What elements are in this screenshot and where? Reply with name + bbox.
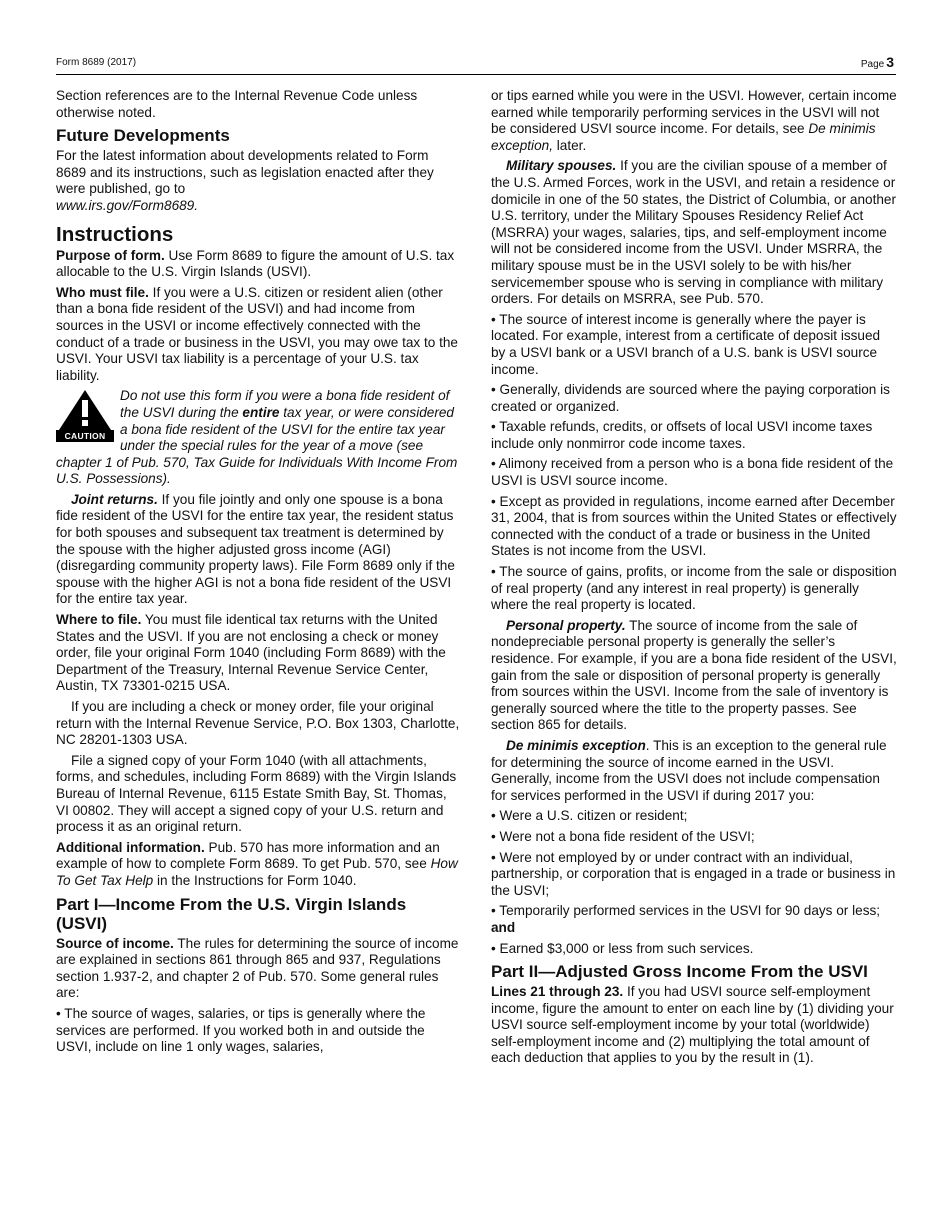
personal-property-paragraph: Personal property. The source of income from the sale of nondepreciable personal property is generally the seller’s residence. For example, if you are a bona fide resident of the USVI, gain from the sale or disposition of personal property is generally from sources within the USVI. Income from the sale of inventory is generally sourced where the title to the property passes. See section 865 for details. xyxy=(491,617,897,733)
where-to-file-paragraph: Where to file. You must file identical tax returns with the United States and the USVI. If you are not enclosing a check or money order, file your original Form 1040 (including Form 8689) with the Department of the Treasury, Internal Revenue Service Center, Austin, TX 73301-0215 USA. xyxy=(56,612,446,694)
wages-continued: or tips earned while you were in the USVI. However, certain income earned while temporarily performing services in the USVI will not be considered USVI source income. For details, see De minimis exception, later. xyxy=(491,88,897,153)
caution-icon xyxy=(56,390,114,442)
page-header xyxy=(56,54,896,75)
right-column xyxy=(491,88,897,1071)
caution-entire: entire xyxy=(242,404,280,420)
bullet-wages: • The source of wages, salaries, or tips is generally where the services are performed. If you worked both in and outside the USVI, include on line 1 only wages, salaries, xyxy=(56,1005,426,1055)
caution-label: CAUTION xyxy=(56,430,114,442)
military-spouses-paragraph: Military spouses. If you are the civilian spouse of a member of the U.S. Armed Forces, work in the USVI, and retain a residence or domicile in one of the 50 states, the District of Columbia, or another U.S. territory, under the Military Spouses Residency Relief Act (MSRRA) your wages, salaries, tips, and self-employment income will not be considered income from the USVI. Under MSRRA, the military spouse must be in the USVI solely to be with his/her servicemember spouse who is serving in compliance with military orders. For details on MSRRA, see Pub. 570. xyxy=(491,158,896,307)
purpose-paragraph: Purpose of form. Use Form 8689 to figure the amount of U.S. tax allocable to the U.S. Virgin Islands (USVI). xyxy=(56,247,455,280)
who-must-file-paragraph: Who must file. If you were a U.S. citizen or resident alien (other than a bona fide resident of the USVI) and had income from sources in the USVI or income effectively connected with the conduct of a trade or business in the USVI, you may owe tax to the USVI. Your USVI tax liability is a percentage of your U.S. tax liability. xyxy=(56,284,458,383)
page-number: 3 xyxy=(886,54,894,70)
intro-text: Section references are to the Internal Revenue Code unless otherwise noted. xyxy=(56,88,418,120)
bullet-not-resident: • Were not a bona fide resident of the USVI; xyxy=(491,828,755,844)
lines-21-23-paragraph: Lines 21 through 23. If you had USVI source self-employment income, figure the amount to enter on each line by (1) dividing your USVI source self-employment income by your total (worldwide) self-employment income and (2) multiplying the total amount of each deduction that applies to you by the result in (1). xyxy=(491,984,894,1066)
bullet-dividends: • Generally, dividends are sourced where the paying corporation is created or organized. xyxy=(491,382,890,414)
bullet-citizen: • Were a U.S. citizen or resident; xyxy=(491,808,688,824)
additional-info-paragraph: Additional information. Pub. 570 has more information and an example of how to complete Form 8689. To get Pub. 570, see How To Get Tax Help in the Instructions for Form 1040. xyxy=(56,839,458,888)
source-of-income-paragraph: Source of income. The rules for determining the source of income are explained in sections 861 through 865 and 937, Regulations section 1.937-2, and chapter 2 of Pub. 570. Some general rules are: xyxy=(56,935,459,1001)
page-indicator xyxy=(861,54,894,70)
bullet-refunds: • Taxable refunds, credits, or offsets of local USVI income taxes include only nonmirror code income taxes. xyxy=(491,419,873,451)
where-check-paragraph: If you are including a check or money order, file your original return with the Internal Revenue Service, P.O. Box 1303, Charlotte, NC 28201-1303 USA. xyxy=(56,699,460,748)
joint-returns-paragraph: Joint returns. If you file jointly and only one spouse is a bona fide resident of the USVI for the entire tax year, the resident status for both spouses and subsequent tax treatment is determined by the spouse with the higher adjusted gross income (AGI) (disregarding community property laws). File Form 8689 only if the spouse with the higher AGI is not a bona fide resident of the USVI for the entire tax year. xyxy=(56,491,455,607)
bullet-earned: • Earned $3,000 or less from such services. xyxy=(491,940,754,956)
part1-heading: Part I—Income From the U.S. Virgin Islands (USVI) xyxy=(56,894,407,933)
bullet-interest: • The source of interest income is generally where the payer is located. For example, interest from a certificate of deposit issued by a USVI bank or a USVI branch of a U.S. bank is USVI source income. xyxy=(491,311,881,377)
left-column xyxy=(56,88,460,1060)
bullet-not-employed: • Were not employed by or under contract with an individual, partnership, or corporation that is engaged in a trade or business in the USVI; xyxy=(491,849,896,898)
bullet-alimony: • Alimony received from a person who is a bona fide resident of the USVI is USVI source income. xyxy=(491,456,894,489)
bullet-regulations: • Except as provided in regulations, income earned after December 31, 2004, that is from sources within the United States or effectively connected with the conduct of a trade or business in the United States is not income from the USVI. xyxy=(491,493,897,559)
future-developments-heading: Future Developments xyxy=(56,126,230,146)
bullet-temporarily: • Temporarily performed services in the USVI for 90 days or less; and xyxy=(491,903,881,935)
de-minimis-paragraph: De minimis exception. This is an exception to the general rule for determining the source of income earned in the USVI. Generally, income from the USVI does not include compensation for services performed in the USVI if during 2017 you: xyxy=(491,737,887,803)
form-url-link[interactable]: www.irs.gov/Form8689. xyxy=(56,197,199,213)
form-id: Form 8689 (2017) xyxy=(56,57,137,68)
future-developments-text: For the latest information about developments related to Form 8689 and its instructions, such as legislation enacted after they were published, go to www.irs.gov/Form8689. xyxy=(56,148,434,213)
bullet-real-property: • The source of gains, profits, or income from the sale or disposition of real property (and any interest in real property) is generally where the real property is located. xyxy=(491,564,897,613)
part2-heading: Part II—Adjusted Gross Income From the USVI xyxy=(491,962,868,982)
where-signed-paragraph: File a signed copy of your Form 1040 (with all attachments, forms, and schedules, including Form 8689) with the Virgin Islands Bureau of Internal Revenue, 6115 Estate Smith Bay, St. Thomas, VI 00802. They will accept a signed copy of your U.S. return and process it as an original return. xyxy=(56,752,457,835)
instructions-heading: Instructions xyxy=(56,222,174,246)
page-label: Page xyxy=(860,59,885,70)
caution-block: CAUTION Do not use this form if you were a bona fide resident of the USVI during the entire tax year, or were considered a bona fide resident of the USVI for the entire tax year under the special rules for the year of a move (see chapter 1 of Pub. 570, Tax Guide for Individuals With Income From U.S. Possessions). xyxy=(56,388,458,487)
